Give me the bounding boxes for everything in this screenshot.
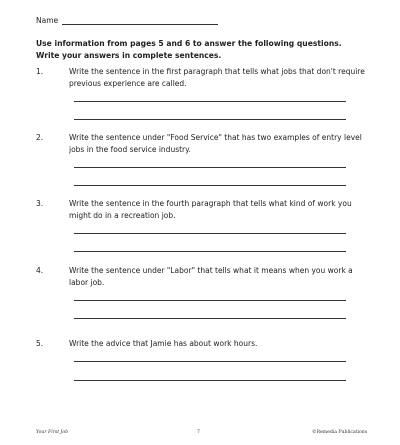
question-4: [36, 265, 366, 289]
question-number: 1.: [36, 67, 44, 76]
footer-publisher: ©Remedia Publications: [312, 430, 368, 435]
answer-line[interactable]: [74, 233, 346, 234]
answer-line[interactable]: [74, 167, 346, 168]
question-number: 5.: [36, 339, 44, 348]
name-label: Name: [36, 16, 59, 25]
question-text: Write the advice that Jamie has about work hours.: [69, 339, 258, 348]
page-number: 7: [197, 430, 200, 435]
question-5: [36, 338, 366, 350]
answer-line[interactable]: [74, 119, 346, 120]
question-text: Write the sentence in the fourth paragraph that tells what kind of work you might do in a recreation job.: [69, 199, 352, 220]
question-2: [36, 132, 366, 156]
answer-line[interactable]: [74, 380, 346, 381]
question-number: 2.: [36, 133, 44, 142]
answer-line[interactable]: [74, 318, 346, 319]
answer-line[interactable]: [74, 101, 346, 102]
question-3: [36, 198, 366, 222]
question-text: Write the sentence under "Food Service" that has two examples of entry level jobs in the food service industry.: [69, 133, 362, 154]
question-1: [36, 66, 366, 90]
name-field-line[interactable]: [62, 17, 218, 25]
question-number: 4.: [36, 266, 44, 275]
footer-title: Your First Job: [36, 430, 69, 435]
answer-line[interactable]: [74, 185, 346, 186]
question-number: 3.: [36, 199, 44, 208]
instructions: Use information from pages 5 and 6 to answer the following questions. Write your answers in complete sentences.: [36, 39, 342, 60]
question-text: Write the sentence in the first paragraph that tells what jobs that don't require previous experience are called.: [69, 67, 365, 88]
name-row: [36, 16, 218, 25]
question-text: Write the sentence under "Labor" that tells what it means when you work a labor job.: [69, 266, 353, 287]
answer-line[interactable]: [74, 300, 346, 301]
answer-line[interactable]: [74, 251, 346, 252]
answer-line[interactable]: [74, 361, 346, 362]
